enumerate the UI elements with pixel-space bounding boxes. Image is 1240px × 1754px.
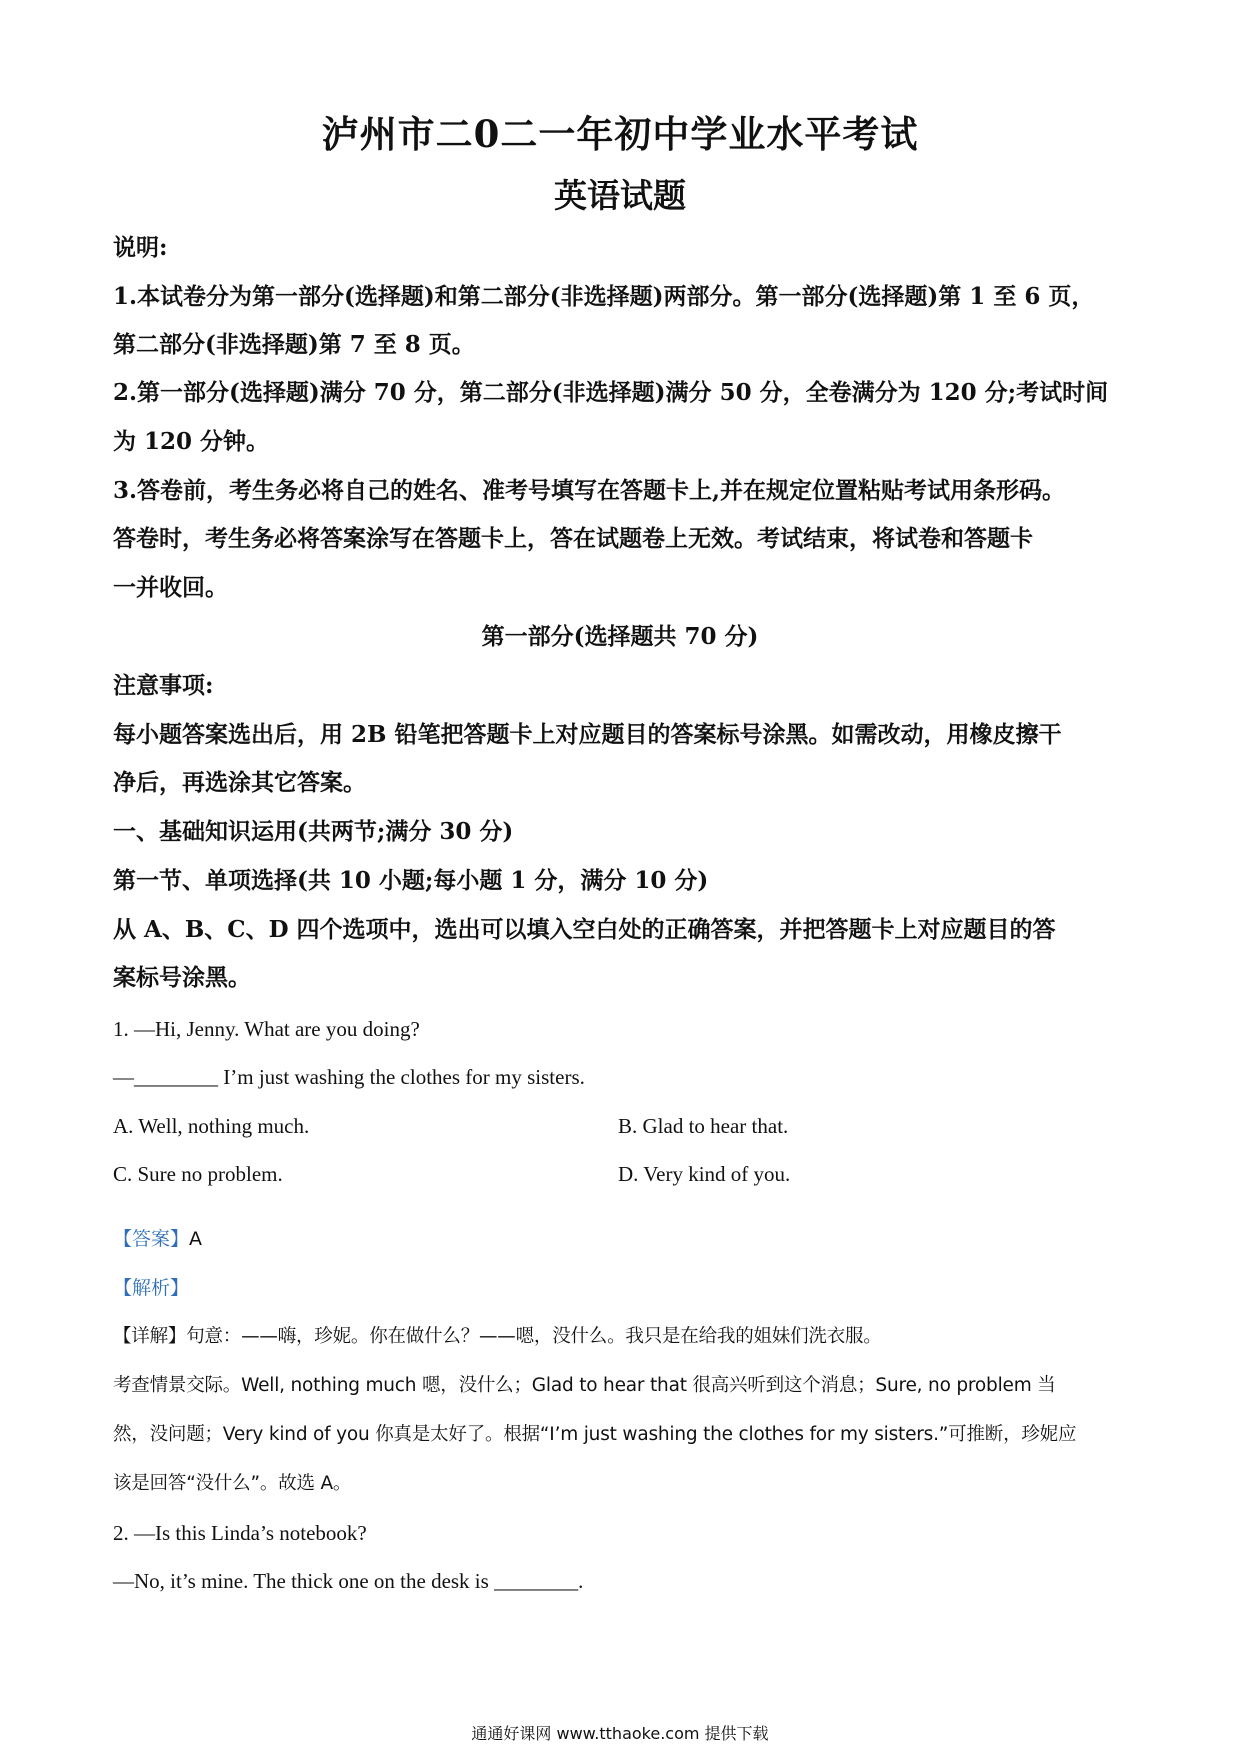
instruction-line: 2.第一部分(选择题)满分 70 分，第二部分(非选择题)满分 50 分，全卷满分为 120 分;考试时间 <box>113 379 1109 406</box>
explanation-line: 然，没问题；Very kind of you 你真是太好了。根据“I’m just washing the clothes for my sisters.”可推断，珍妮应 <box>113 1424 1077 1445</box>
notes-heading: 注意事项: <box>113 672 214 699</box>
notes-line: 净后，再选涂其它答案。 <box>113 769 366 796</box>
instruction-line: 答卷时，考生务必将答案涂写在答题卡上，答在试题卷上无效。考试结束，将试卷和答题卡 <box>113 525 1033 552</box>
instruction-line: 为 120 分钟。 <box>113 428 270 455</box>
question-2-line: —No, it’s mine. The thick one on the desk is ________. <box>113 1569 584 1593</box>
explanation-line: 【详解】句意：——嗨，珍妮。你在做什么？——嗯，没什么。我只是在给我的姐妹们洗衣服。 <box>113 1326 882 1347</box>
exam-subtitle: 英语试题 <box>554 176 686 215</box>
instruction-line: 1.本试卷分为第一部分(选择题)和第二部分(非选择题)两部分。第一部分(选择题)第 1 至 6 页， <box>113 283 1095 310</box>
option-c: C. Sure no problem. <box>113 1162 283 1186</box>
footer-source-text: 通通好课网 www.tthaoke.com 提供下载 <box>471 1724 769 1743</box>
explanation-line: 该是回答“没什么”。故选 A。 <box>113 1473 352 1494</box>
question-2-line: 2. —Is this Linda’s notebook? <box>113 1521 367 1545</box>
part-one-title: 第一部分(选择题共 70 分) <box>481 623 759 650</box>
answer-tag: 【答案】 <box>113 1228 190 1250</box>
answer-line <box>113 1225 202 1253</box>
section-title: 一、基础知识运用(共两节;满分 30 分) <box>113 818 514 845</box>
option-d: D. Very kind of you. <box>618 1162 791 1186</box>
question-1-line: 1. —Hi, Jenny. What are you doing? <box>113 1017 420 1041</box>
instruction-line: 第二部分(非选择题)第 7 至 8 页。 <box>113 331 475 358</box>
notes-line: 每小题答案选出后，用 2B 铅笔把答题卡上对应题目的答案标号涂黑。如需改动，用橡皮擦干 <box>113 721 1062 748</box>
answer-value: A <box>189 1228 203 1250</box>
directions-line: 案标号涂黑。 <box>113 964 251 991</box>
subsection-title: 第一节、单项选择(共 10 小题;每小题 1 分，满分 10 分) <box>113 867 709 894</box>
analysis-tag: 【解析】 <box>113 1277 190 1299</box>
instruction-line: 一并收回。 <box>113 574 228 601</box>
exam-title: 泸州市二0二一年初中学业水平考试 <box>321 112 919 156</box>
explanation-line: 考查情景交际。Well, nothing much 嗯，没什么；Glad to hear that 很高兴听到这个消息；Sure, no problem 当 <box>113 1375 1056 1396</box>
question-1-line: —________ I’m just washing the clothes for my sisters. <box>113 1065 585 1089</box>
instructions-heading: 说明: <box>113 234 168 261</box>
option-a: A. Well, nothing much. <box>113 1114 310 1138</box>
directions-line: 从 A、B、C、D 四个选项中，选出可以填入空白处的正确答案，并把答题卡上对应题目的答 <box>113 916 1056 943</box>
instruction-line: 3.答卷前，考生务必将自己的姓名、准考号填写在答题卡上,并在规定位置粘贴考试用条形码。 <box>113 477 1066 504</box>
option-b: B. Glad to hear that. <box>618 1114 789 1138</box>
